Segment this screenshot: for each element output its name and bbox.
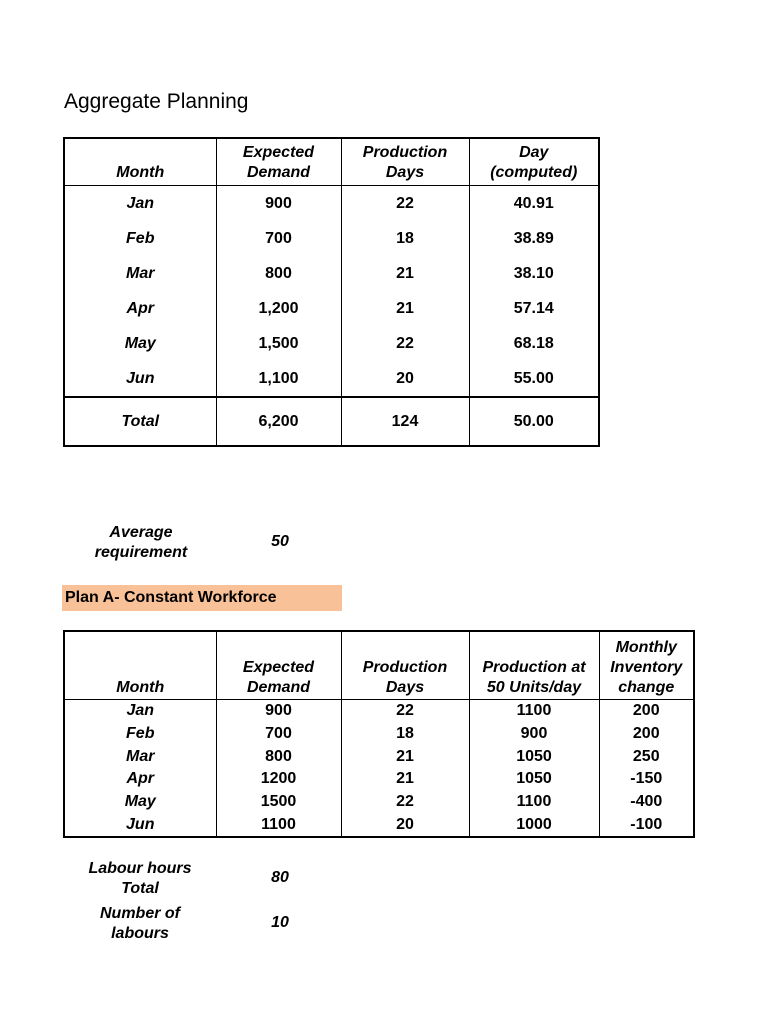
demand-cell: 700 [216, 221, 341, 256]
days-cell: 20 [341, 813, 469, 837]
demand-cell: 800 [216, 745, 341, 768]
total-computed: 50.00 [469, 397, 599, 446]
header-day-computed: Day (computed) [469, 138, 599, 186]
computed-cell: 38.89 [469, 221, 599, 256]
month-cell: Jan [64, 700, 216, 723]
days-cell: 21 [341, 256, 469, 291]
table-row [64, 700, 694, 723]
month-cell: May [64, 326, 216, 361]
header-expected-demand: Expected Demand [216, 631, 341, 700]
table-row [64, 768, 694, 791]
header-month: Month [64, 631, 216, 700]
table-row [64, 186, 599, 222]
table-header-row [64, 138, 599, 186]
number-of-labours-value: 10 [271, 914, 289, 931]
demand-cell: 700 [216, 723, 341, 746]
days-cell: 22 [341, 791, 469, 814]
days-cell: 18 [341, 723, 469, 746]
average-requirement-value: 50 [271, 533, 289, 550]
demand-cell: 1500 [216, 791, 341, 814]
header-production-days: Production Days [341, 631, 469, 700]
computed-cell: 38.10 [469, 256, 599, 291]
days-cell: 21 [341, 745, 469, 768]
demand-cell: 800 [216, 256, 341, 291]
production-cell: 1050 [469, 768, 599, 791]
inventory-change-cell: 250 [599, 745, 694, 768]
computed-cell: 57.14 [469, 291, 599, 326]
production-cell: 900 [469, 723, 599, 746]
table-row [64, 745, 694, 768]
table-row [64, 326, 599, 361]
header-production-rate: Production at 50 Units/day [469, 631, 599, 700]
table-row [64, 723, 694, 746]
header-expected-demand: Expected Demand [216, 138, 341, 186]
table-row [64, 221, 599, 256]
days-cell: 20 [341, 361, 469, 397]
table-header-row [64, 631, 694, 700]
month-cell: Jan [64, 186, 216, 222]
month-cell: Apr [64, 768, 216, 791]
production-cell: 1100 [469, 700, 599, 723]
days-cell: 22 [341, 700, 469, 723]
computed-cell: 55.00 [469, 361, 599, 397]
constant-workforce-table [63, 630, 695, 838]
inventory-change-cell: 200 [599, 723, 694, 746]
header-month: Month [64, 138, 216, 186]
total-demand: 6,200 [216, 397, 341, 446]
header-inventory-change: Monthly Inventory change [599, 631, 694, 700]
month-cell: May [64, 791, 216, 814]
month-cell: Feb [64, 221, 216, 256]
number-of-labours-label: Number of labours [100, 905, 180, 942]
days-cell: 18 [341, 221, 469, 256]
table-row [64, 813, 694, 837]
table-row [64, 361, 599, 397]
demand-cell: 900 [216, 700, 341, 723]
inventory-change-cell: -100 [599, 813, 694, 837]
plan-a-title: Plan A- Constant Workforce [62, 585, 342, 611]
inventory-change-cell: -150 [599, 768, 694, 791]
month-cell: Jun [64, 361, 216, 397]
production-cell: 1100 [469, 791, 599, 814]
total-label: Total [64, 397, 216, 446]
month-cell: Mar [64, 745, 216, 768]
days-cell: 22 [341, 186, 469, 222]
aggregate-planning-table [63, 137, 600, 447]
table-row [64, 791, 694, 814]
average-requirement-label: Average requirement [94, 524, 188, 561]
demand-cell: 900 [216, 186, 341, 222]
table-row [64, 291, 599, 326]
month-cell: Apr [64, 291, 216, 326]
computed-cell: 68.18 [469, 326, 599, 361]
demand-cell: 1200 [216, 768, 341, 791]
demand-cell: 1,100 [216, 361, 341, 397]
month-cell: Feb [64, 723, 216, 746]
inventory-change-cell: 200 [599, 700, 694, 723]
total-row [64, 397, 599, 446]
computed-cell: 40.91 [469, 186, 599, 222]
days-cell: 21 [341, 291, 469, 326]
days-cell: 21 [341, 768, 469, 791]
total-days: 124 [341, 397, 469, 446]
table-row [64, 256, 599, 291]
header-production-days: Production Days [341, 138, 469, 186]
month-cell: Jun [64, 813, 216, 837]
production-cell: 1050 [469, 745, 599, 768]
page-title: Aggregate Planning [64, 90, 249, 113]
labour-hours-value: 80 [271, 869, 289, 886]
month-cell: Mar [64, 256, 216, 291]
labour-hours-label: Labour hours Total [88, 860, 192, 897]
production-cell: 1000 [469, 813, 599, 837]
demand-cell: 1,500 [216, 326, 341, 361]
demand-cell: 1100 [216, 813, 341, 837]
demand-cell: 1,200 [216, 291, 341, 326]
inventory-change-cell: -400 [599, 791, 694, 814]
days-cell: 22 [341, 326, 469, 361]
